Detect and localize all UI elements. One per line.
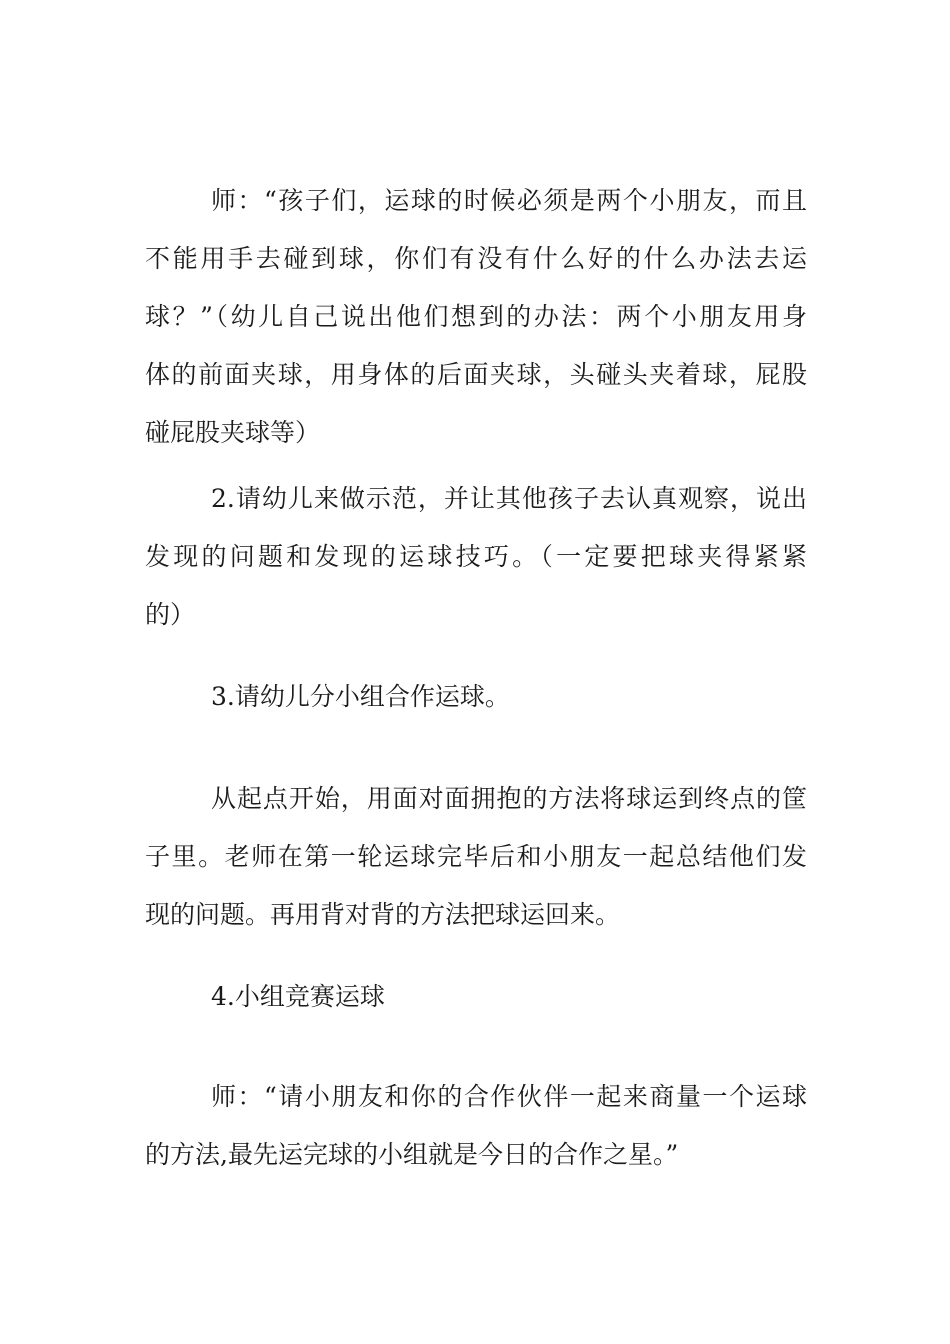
text-line: 碰屁股夹球等） — [145, 418, 321, 447]
text-line: 师：“请小朋友和你的合作伙伴一起来商量一个运球 — [211, 1082, 807, 1111]
paragraph-procedure — [145, 770, 807, 944]
text-line: 的方法,最先运完球的小组就是今日的合作之星。” — [145, 1140, 679, 1169]
text-line: 2.请幼儿来做示范，并让其他孩子去认真观察，说出 — [211, 484, 807, 513]
text-line: 3.请幼儿分小组合作运球。 — [211, 682, 510, 711]
text-line: 4.小组竞赛运球 — [211, 982, 385, 1011]
text-line: 体的前面夹球，用身体的后面夹球，头碰头夹着球，屁股 — [145, 360, 807, 389]
paragraph-step-4 — [145, 968, 807, 1026]
paragraph-teacher-question — [145, 172, 807, 462]
text-line: 发现的问题和发现的运球技巧。（一定要把球夹得紧紧 — [145, 542, 807, 571]
text-line: 现的问题。再用背对背的方法把球运回来。 — [145, 900, 621, 929]
text-line: 师：“孩子们，运球的时候必须是两个小朋友，而且 — [211, 186, 807, 215]
paragraph-teacher-instruction — [145, 1068, 807, 1184]
text-line: 从起点开始，用面对面拥抱的方法将球运到终点的筐 — [211, 784, 807, 813]
paragraph-step-2 — [145, 470, 807, 644]
text-line: 球？”（幼儿自己说出他们想到的办法：两个小朋友用身 — [145, 302, 807, 331]
paragraph-step-3 — [145, 668, 807, 726]
text-line: 子里。老师在第一轮运球完毕后和小朋友一起总结他们发 — [145, 842, 807, 871]
text-line: 不能用手去碰到球，你们有没有什么好的什么办法去运 — [145, 244, 807, 273]
text-line: 的） — [145, 600, 196, 629]
